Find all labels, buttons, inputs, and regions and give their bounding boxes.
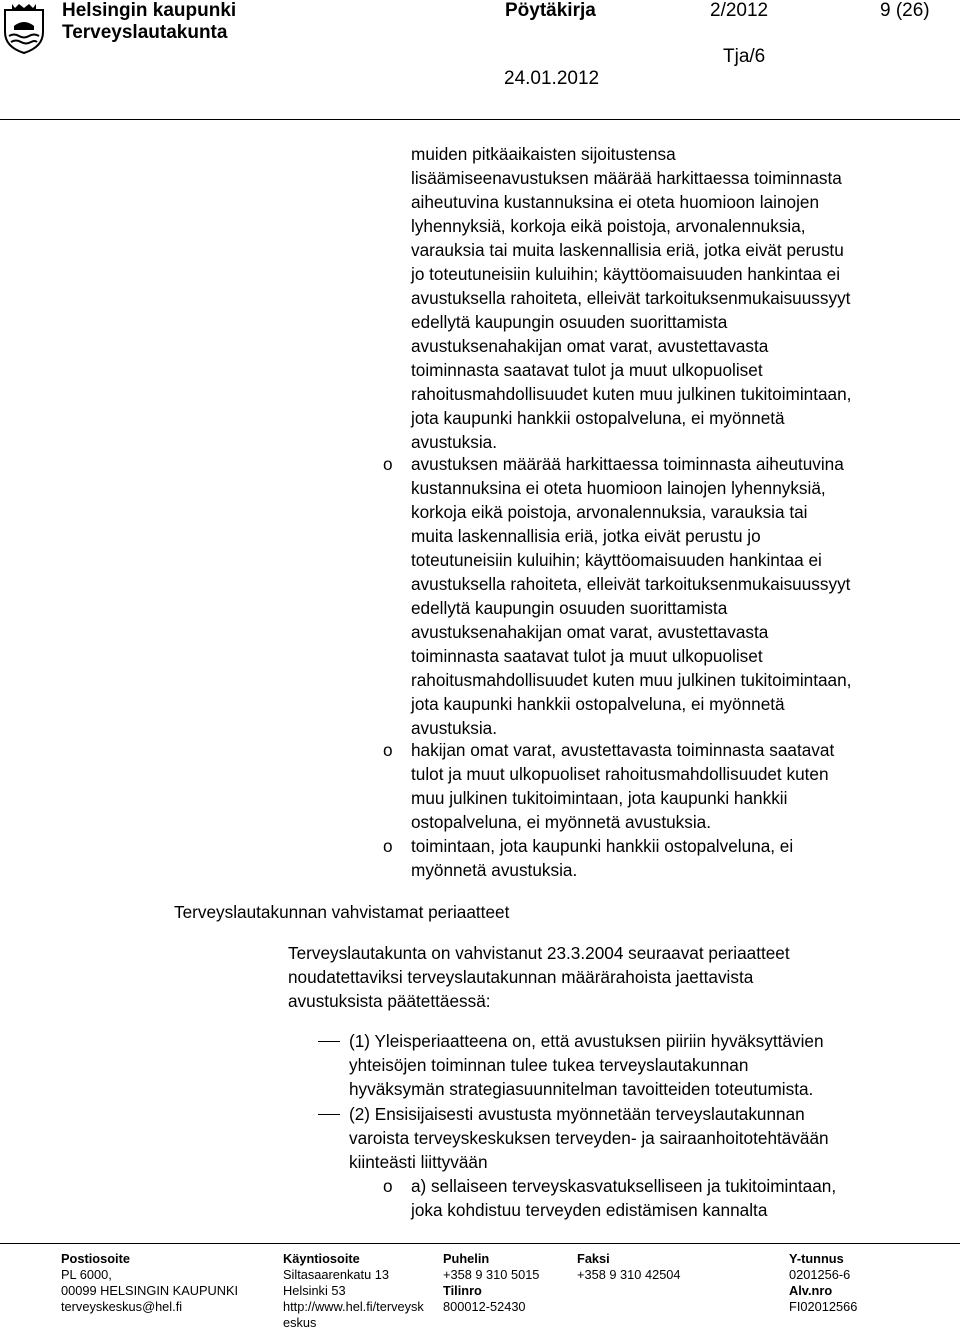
text-line: ostopalveluna, ei myönnetä avustuksia. bbox=[411, 812, 712, 832]
bullet-item bbox=[411, 738, 834, 834]
footer-line: 00099 HELSINGIN KAUPUNKI bbox=[61, 1283, 239, 1298]
text-line: Terveyslautakunta on vahvistanut 23.3.2004 seuraavat periaatteet bbox=[288, 943, 790, 963]
text-line: jota kaupunki hankkii ostopalveluna, ei myönnetä bbox=[411, 408, 785, 428]
footer-heading: Puhelin bbox=[443, 1251, 490, 1266]
dash-bullet bbox=[318, 1041, 340, 1042]
text-line: avustuksia. bbox=[411, 432, 497, 452]
footer-postal-address bbox=[61, 1251, 238, 1315]
text-line: varauksia tai muita laskennallisia eriä, jotka eivät perustu bbox=[411, 240, 844, 260]
footer-business-id bbox=[789, 1251, 857, 1315]
footer-heading: Käyntiosoite bbox=[283, 1251, 360, 1266]
page-number: 9 (26) bbox=[880, 0, 930, 21]
text-line: korkoja eikä poistoja, arvonalennuksia, varauksia tai bbox=[411, 502, 808, 522]
meeting-date: 24.01.2012 bbox=[504, 68, 600, 89]
section-code: Tja/6 bbox=[723, 46, 766, 67]
text-line: hyväksymän strategiasuunnitelman tavoitteiden toteutumista. bbox=[349, 1079, 814, 1099]
text-line: lisäämiseenavustuksen määrää harkittaessa toiminnasta bbox=[411, 168, 842, 188]
header-rule bbox=[0, 119, 960, 120]
text-line: hakijan omat varat, avustettavasta toiminnasta saatavat bbox=[411, 740, 835, 760]
text-line: muita laskennallisia eriä, jotka eivät perustu jo bbox=[411, 526, 761, 546]
text-line: avustuksen määrää harkittaessa toiminnasta aiheutuvina bbox=[411, 454, 844, 474]
principle-item bbox=[349, 1029, 824, 1101]
text-line: avustuksia. bbox=[411, 718, 497, 738]
text-line: tulot ja muut ulkopuoliset rahoitusmahdollisuudet kuten bbox=[411, 764, 829, 784]
footer-heading: Y-tunnus bbox=[789, 1251, 844, 1266]
text-line: rahoitusmahdollisuudet kuten muu julkinen tukitoimintaan, bbox=[411, 384, 852, 404]
bullet-marker: o bbox=[383, 740, 393, 760]
bullet-item bbox=[411, 834, 793, 882]
text-line: toimintaan, jota kaupunki hankkii ostopalveluna, ei bbox=[411, 836, 794, 856]
text-line: toiminnasta saatavat tulot ja muut ulkopuoliset bbox=[411, 360, 763, 380]
continuation-text bbox=[411, 142, 851, 454]
text-line: muiden pitkäaikaisten sijoitustensa bbox=[411, 144, 676, 164]
footer-phone bbox=[443, 1251, 539, 1315]
footer-link: http://www.hel.fi/terveysk bbox=[283, 1299, 424, 1314]
text-line: avustuksenahakijan omat varat, avustettavasta bbox=[411, 336, 769, 356]
text-line: varoista terveyskeskuksen terveyden- ja sairaanhoitotehtävään bbox=[349, 1128, 829, 1148]
footer-heading: Postiosoite bbox=[61, 1251, 130, 1266]
text-line: noudatettaviksi terveyslautakunnan määrärahoista jaettavista bbox=[288, 967, 754, 987]
text-line: jota kaupunki hankkii ostopalveluna, ei myönnetä bbox=[411, 694, 785, 714]
footer-line: Siltasaarenkatu 13 bbox=[283, 1267, 389, 1282]
principle-item bbox=[349, 1102, 829, 1174]
sub-bullet-item bbox=[411, 1174, 836, 1222]
footer-line: 800012-52430 bbox=[443, 1299, 526, 1314]
bullet-marker: o bbox=[383, 836, 393, 856]
bullet-item bbox=[411, 452, 851, 740]
text-line: (2) Ensisijaisesti avustusta myönnetään terveyslautakunnan bbox=[349, 1104, 805, 1124]
footer-line: 0201256-6 bbox=[789, 1267, 851, 1282]
text-line: myönnetä avustuksia. bbox=[411, 860, 578, 880]
text-line: jo toteutuneisiin kuluihin; käyttöomaisuuden hankintaa ei bbox=[411, 264, 841, 284]
text-line: yhteisöjen toiminnan tulee tukea terveyslautakunnan bbox=[349, 1055, 749, 1075]
document-type: Pöytäkirja bbox=[505, 0, 596, 21]
text-line: kiinteästi liittyvään bbox=[349, 1152, 488, 1172]
footer-fax bbox=[577, 1251, 681, 1283]
bullet-marker: o bbox=[383, 454, 393, 474]
text-line: (1) Yleisperiaatteena on, että avustuksen piiriin hyväksyttävien bbox=[349, 1031, 824, 1051]
text-line: toiminnasta saatavat tulot ja muut ulkopuoliset bbox=[411, 646, 763, 666]
text-line: edellytä kaupungin osuuden suorittamista bbox=[411, 312, 728, 332]
footer-rule bbox=[0, 1243, 960, 1244]
footer-heading: Faksi bbox=[577, 1251, 610, 1266]
text-line: toteutuneisiin kuluihin; käyttöomaisuuden hankintaa ei bbox=[411, 550, 822, 570]
text-line: avustuksenahakijan omat varat, avustettavasta bbox=[411, 622, 769, 642]
section-heading: Terveyslautakunnan vahvistamat periaatteet bbox=[174, 902, 510, 922]
text-line: joka kohdistuu terveyden edistämisen kannalta bbox=[411, 1200, 768, 1220]
helsinki-crest-logo bbox=[2, 2, 46, 54]
department-name: Terveyslautakunta bbox=[62, 22, 228, 43]
footer-line: PL 6000, bbox=[61, 1267, 112, 1282]
dash-bullet bbox=[318, 1114, 340, 1115]
text-line: aiheutuvina kustannuksina ei oteta huomioon lainojen bbox=[411, 192, 820, 212]
document-number: 2/2012 bbox=[710, 0, 769, 21]
text-line: rahoitusmahdollisuudet kuten muu julkinen tukitoimintaan, bbox=[411, 670, 852, 690]
footer-email: terveyskeskus@hel.fi bbox=[61, 1299, 183, 1314]
footer-heading: Tilinro bbox=[443, 1283, 482, 1298]
org-name: Helsingin kaupunki bbox=[62, 0, 237, 21]
text-line: muu julkinen tukitoimintaan, jota kaupunki hankkii bbox=[411, 788, 788, 808]
footer-line: +358 9 310 5015 bbox=[443, 1267, 540, 1282]
text-line: avustuksella rahoiteta, elleivät tarkoituksenmukaisuussyyt bbox=[411, 288, 851, 308]
text-line: kustannuksina ei oteta huomioon lainojen lyhennyksiä, bbox=[411, 478, 826, 498]
footer-line: FI02012566 bbox=[789, 1299, 858, 1314]
footer-line: Helsinki 53 bbox=[283, 1283, 346, 1298]
footer-link: eskus bbox=[283, 1315, 317, 1330]
footer-visiting-address bbox=[283, 1251, 424, 1331]
text-line: a) sellaiseen terveyskasvatukselliseen ja tukitoimintaan, bbox=[411, 1176, 837, 1196]
footer-line: +358 9 310 42504 bbox=[577, 1267, 681, 1282]
text-line: avustuksista päätettäessä: bbox=[288, 991, 491, 1011]
intro-paragraph bbox=[288, 941, 790, 1013]
bullet-marker: o bbox=[383, 1176, 393, 1196]
text-line: avustuksella rahoiteta, elleivät tarkoituksenmukaisuussyyt bbox=[411, 574, 851, 594]
footer-heading: Alv.nro bbox=[789, 1283, 833, 1298]
text-line: lyhennyksiä, korkoja eikä poistoja, arvonalennuksia, bbox=[411, 216, 806, 236]
text-line: edellytä kaupungin osuuden suorittamista bbox=[411, 598, 728, 618]
